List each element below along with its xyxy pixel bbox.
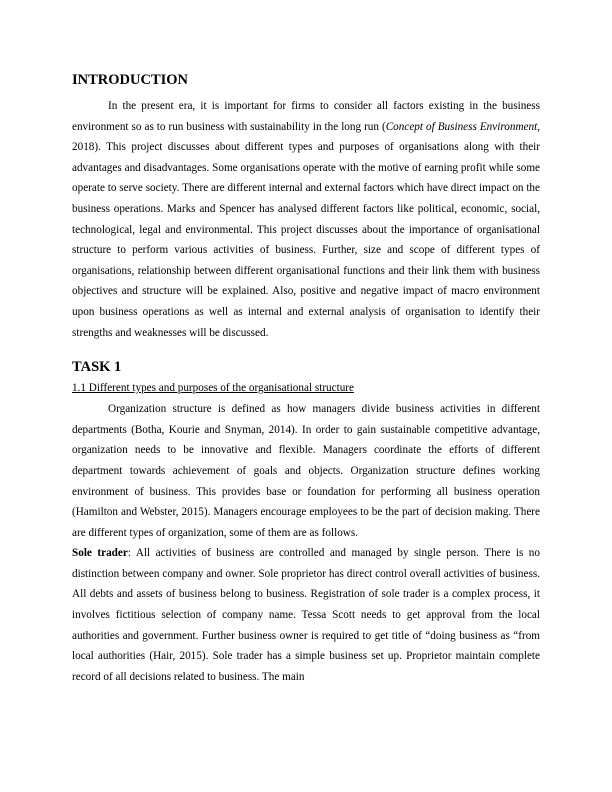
sole-trader-paragraph (72, 543, 540, 687)
sole-trader-term: Sole trader (72, 547, 128, 560)
introduction-text-part1: In the present era, it is important for firms to consider all factors existing in the business environment so as to run business with sustainability in the long run ( (72, 100, 540, 133)
section-gap (72, 343, 540, 357)
introduction-text-part2: , 2018). This project discusses about different types and purposes of organisations along with their advantages and disadvantages. Some organisations operate with the motive of earning profit while some operate to serve society. There are different internal and external factors which have direct impact on the business operations. Marks and Spencer has analysed different factors like political, economic, social, technological, legal and environmental. This project discusses about the importance of organisational structure to perform various activities of business. Further, size and scope of different types of organisations, relationship between different organisational functions and their link them with business objectives and structure will be explained. Also, positive and negative impact of macro environment upon business operations as well as internal and external analysis of organisation to identify their strengths and weaknesses will be discussed. (72, 120, 541, 339)
page-content (72, 70, 540, 687)
introduction-heading: INTRODUCTION (72, 72, 189, 88)
task1-paragraph: Organization structure is defined as how managers divide business activities in different departments (Botha, Kourie and Snyman, 2014). In order to gain sustainable competitive advantage, organization needs to be innovative and flexible. Managers coordinate the efforts of different department towards achievement of goals and objects. Organization structure defines working environment of business. This provides base or foundation for performing all business operation (Hamilton and Webster, 2015). Managers encourage employees to be the part of decision making. There are different types of organization, some of them are as follows. (72, 403, 540, 539)
task1-heading: TASK 1 (72, 359, 122, 376)
sole-trader-text: : All activities of business are controlled and managed by single person. There is no distinction between company and owner. Sole proprietor has direct control overall activities of business. All debts and assets of business belong to business. Registration of sole trader is a complex process, it involves fictitious selection of company name. Tessa Scott needs to get approval from the local authorities and government. Further business owner is required to get title of “doing business as “from local authorities (Hair, 2015). Sole trader has a simple business set up. Proprietor maintain complete record of all decisions related to business. The main (72, 547, 540, 683)
introduction-citation: Concept of Business Environment (385, 120, 538, 133)
task1-subheading: 1.1 Different types and purposes of the organisational structure (72, 382, 354, 395)
introduction-paragraph (72, 96, 540, 343)
